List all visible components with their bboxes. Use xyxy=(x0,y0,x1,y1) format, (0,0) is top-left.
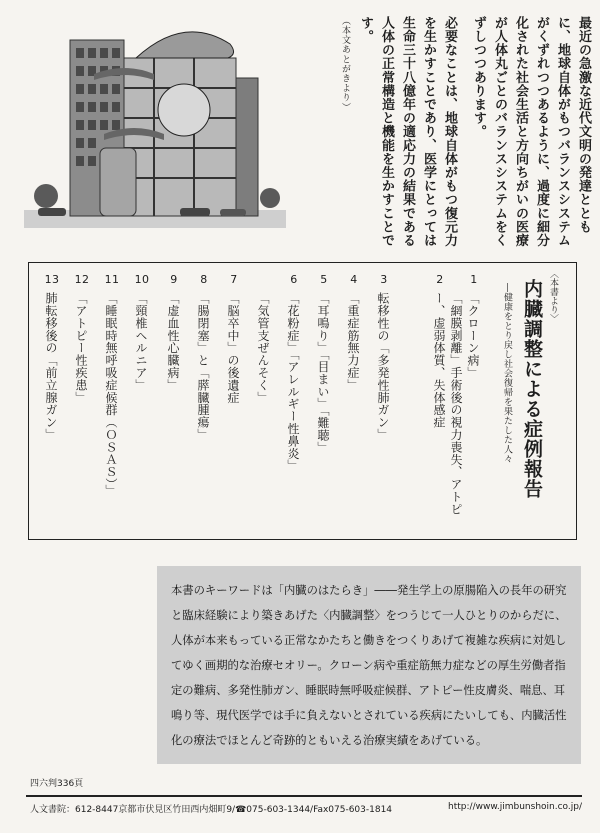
case-item xyxy=(225,273,243,404)
case-item xyxy=(345,273,363,391)
building-illustration xyxy=(24,18,286,228)
case-item xyxy=(195,273,213,441)
keyword-text: 本書のキーワードは「内臓のはたらき」――発生学上の原腸陥入の長年の研究と臨床経験により築きあげた〈内臓調整〉をつうじて一人ひとりのからだに、人体が本来もっている正常なかたちと働きをつくりあげて複雑な疾病に対処してゆく画期的な治療セオリー。クローン病や重症筋無力症などの厚生労働者指定の難病、多発性肺ガン、睡眠時無呼吸症候群、アトピー性皮膚炎、喘息、耳鳴り等、現代医学では手に負えないとされている疾病にたいしても、内臓活性化の療法でほとんど奇跡的ともいえる治療実績をあげている。 xyxy=(171,584,567,747)
intro-paragraph-2: 必要なことは、地球自体がもつ復元力を生かすことであり、医学にとっては生命三十八億年の適応力の結果である人体の正常構造と機能を生かすことです。 xyxy=(358,16,457,248)
case-text: 「睡眠時無呼吸症候群（ＯＳＡＳ）」 xyxy=(104,292,118,497)
case-item xyxy=(375,273,393,441)
footer xyxy=(30,802,582,815)
case-item xyxy=(133,273,151,391)
case-item xyxy=(465,273,483,379)
case-number: 12 xyxy=(74,273,90,286)
case-number: 3 xyxy=(380,273,388,286)
case-item xyxy=(431,273,465,533)
case-text: 肺転移後の「前立腺ガン」 xyxy=(44,292,58,441)
case-text: 「虚血性心臓病」 xyxy=(166,292,180,392)
case-number: 5 xyxy=(320,273,328,286)
case-number: 13 xyxy=(44,273,60,286)
case-report-title: 内臓調整による症例報告 xyxy=(521,279,543,499)
case-text: 転移性の「多発性肺ガン」 xyxy=(376,292,390,441)
case-text: 「網膜剥離」手術後の視力喪失、アトピー、虚弱体質、失体感症 xyxy=(432,292,463,516)
case-text: 「脳卒中」の後遺症 xyxy=(226,292,240,404)
intro-text xyxy=(296,16,594,248)
case-item xyxy=(165,273,183,391)
source-label: 〈本書より〉 xyxy=(548,269,558,323)
case-text: 「腸閉塞」と「膵臓腫瘍」 xyxy=(196,292,210,441)
publisher-address: 人文書院：612-8447京都市伏見区竹田西内畑町9/☎075-603-1344/Fax075-603-1814 xyxy=(30,805,393,815)
footer-divider xyxy=(26,795,582,797)
case-text: 「クローン病」 xyxy=(466,292,480,379)
case-text: 「頸椎ヘルニア」 xyxy=(134,292,148,392)
case-number: 6 xyxy=(290,273,298,286)
case-number: 9 xyxy=(170,273,178,286)
case-item xyxy=(315,273,333,454)
case-text: 「耳鳴り」「目まい」「難聴」 xyxy=(316,292,330,454)
book-format: 四六判336頁 xyxy=(30,779,84,789)
intro-paragraph-1: 最近の急激な近代文明の発達とともに、地球自体がもつバランスシステムがくずれつつあるように、過度に細分化された社会生活と方向ちがいの医療が人体丸ごとのバランスシステムをくずしつつあります。 xyxy=(471,16,591,248)
case-text: 「気管支ぜんそく」 xyxy=(256,292,270,404)
case-item xyxy=(285,273,303,472)
publisher-url[interactable]: http://www.jimbunshoin.co.jp/ xyxy=(448,802,582,812)
case-text: 「重症筋無力症」 xyxy=(346,292,360,392)
case-number: 4 xyxy=(350,273,358,286)
case-item xyxy=(103,273,121,497)
intro-note: （本文あとがきより） xyxy=(340,16,350,112)
keyword-description xyxy=(157,566,581,764)
case-number: 8 xyxy=(200,273,208,286)
case-number: 1 xyxy=(470,273,478,286)
case-item xyxy=(255,273,273,404)
case-text: 「花粉症」「アレルギー性鼻炎」 xyxy=(286,292,300,472)
case-text: 「アトピー性疾患」 xyxy=(74,292,88,404)
case-report-box xyxy=(28,262,577,540)
case-number: 11 xyxy=(104,273,120,286)
case-number: 7 xyxy=(230,273,238,286)
case-number: 10 xyxy=(134,273,150,286)
case-item xyxy=(43,273,61,441)
case-number: 2 xyxy=(436,273,444,286)
case-item xyxy=(73,273,91,404)
case-report-subtitle: ―健康をとり戻し社会復帰を果たした人々 xyxy=(502,283,512,464)
